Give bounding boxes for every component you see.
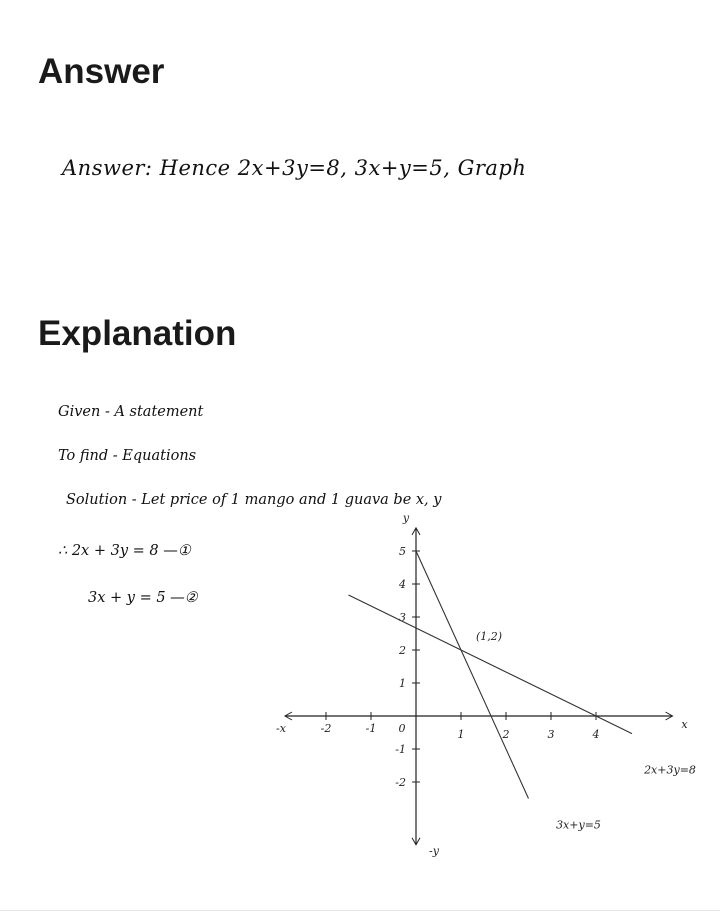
series-line-1 [349, 595, 633, 734]
x-tick-label: 4 [592, 728, 600, 741]
answer-text: Answer: Hence 2x+3y=8, 3x+y=5, Graph [62, 156, 527, 180]
x-tick-label: 2 [502, 728, 510, 741]
x-tick-label: 3 [547, 728, 555, 741]
to-find-line: To find - Equations [58, 448, 197, 464]
y-tick-label: -1 [395, 743, 406, 756]
solution-line: Solution - Let price of 1 mango and 1 guava be x, y [66, 492, 442, 508]
x-tick-label: 0 [398, 722, 406, 735]
answer-heading: Answer [38, 52, 165, 91]
x-tick-label: -2 [320, 722, 332, 735]
x-axis-label: x [681, 718, 688, 731]
series-label-1: 2x+3y=8 [644, 763, 696, 777]
equation-1: ∴ 2x + 3y = 8 —① [58, 543, 191, 559]
explanation-heading: Explanation [38, 314, 237, 353]
bottom-divider [0, 910, 720, 911]
y-tick-label: 4 [399, 578, 406, 591]
given-line: Given - A statement [58, 404, 204, 420]
x-tick-label: -x [276, 722, 286, 735]
intersection-label: (1,2) [475, 630, 503, 643]
series-label-2: 3x+y=5 [556, 818, 601, 832]
y-tick-label: 3 [399, 611, 406, 624]
graph [260, 500, 696, 880]
y-axis-label: y [402, 511, 410, 525]
y-tick-label: 1 [399, 677, 406, 690]
x-tick-label: -1 [365, 722, 377, 735]
y-tick-label: 5 [399, 545, 406, 558]
equation-2: 3x + y = 5 —② [88, 590, 198, 606]
y-tick-label: 2 [399, 644, 406, 657]
neg-y-axis-label: -y [429, 844, 439, 858]
x-tick-label: 1 [457, 728, 465, 741]
y-tick-label: -2 [395, 776, 406, 789]
